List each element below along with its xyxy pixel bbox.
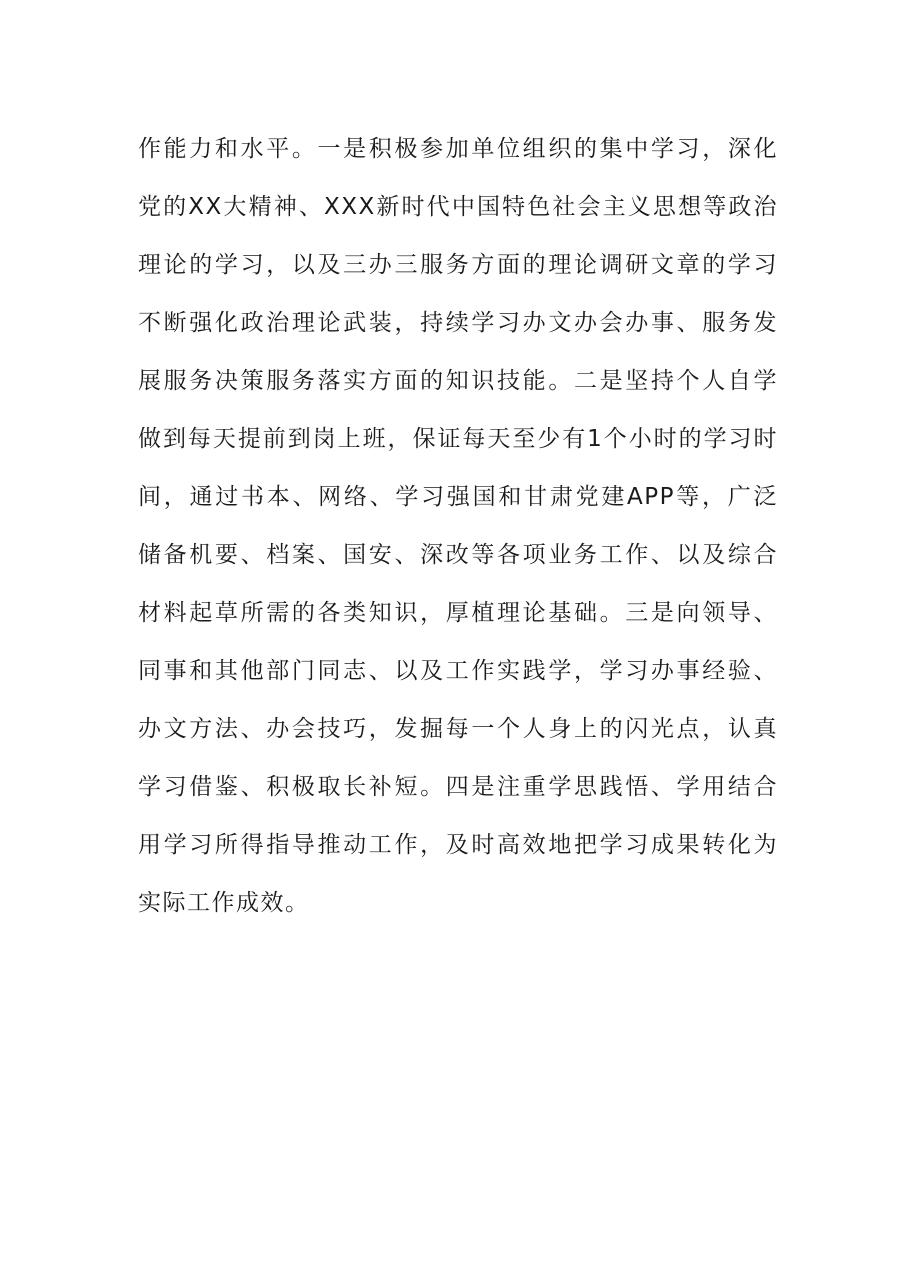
text-line-6: 做到每天提前到岗上班，保证每天至少有1个小时的学习时	[138, 426, 778, 452]
text-line-8: 储备机要、档案、国安、深改等各项业务工作、以及综合	[138, 542, 778, 568]
text-line-12: 学习借鉴、积极取长补短。四是注重学思践悟、学用结合	[138, 774, 778, 800]
text-line-14: 实际工作成效。	[138, 890, 310, 916]
text-line-3: 理论的学习，以及三办三服务方面的理论调研文章的学习	[138, 252, 778, 278]
text-line-1: 作能力和水平。一是积极参加单位组织的集中学习，深化	[138, 136, 778, 162]
text-line-7: 间，通过书本、网络、学习强国和甘肃党建APP等，广泛	[138, 484, 778, 510]
body-paragraph	[138, 120, 778, 932]
text-line-9: 材料起草所需的各类知识，厚植理论基础。三是向领导、	[138, 600, 778, 626]
text-line-5: 展服务决策服务落实方面的知识技能。二是坚持个人自学	[138, 368, 778, 394]
text-line-2: 党的XX大精神、XXX新时代中国特色社会主义思想等政治	[138, 194, 778, 220]
text-line-10: 同事和其他部门同志、以及工作实践学，学习办事经验、	[138, 658, 778, 684]
text-line-11: 办文方法、办会技巧，发掘每一个人身上的闪光点，认真	[138, 716, 778, 742]
text-line-13: 用学习所得指导推动工作，及时高效地把学习成果转化为	[138, 832, 778, 858]
text-line-4: 不断强化政治理论武装，持续学习办文办会办事、服务发	[138, 310, 778, 336]
